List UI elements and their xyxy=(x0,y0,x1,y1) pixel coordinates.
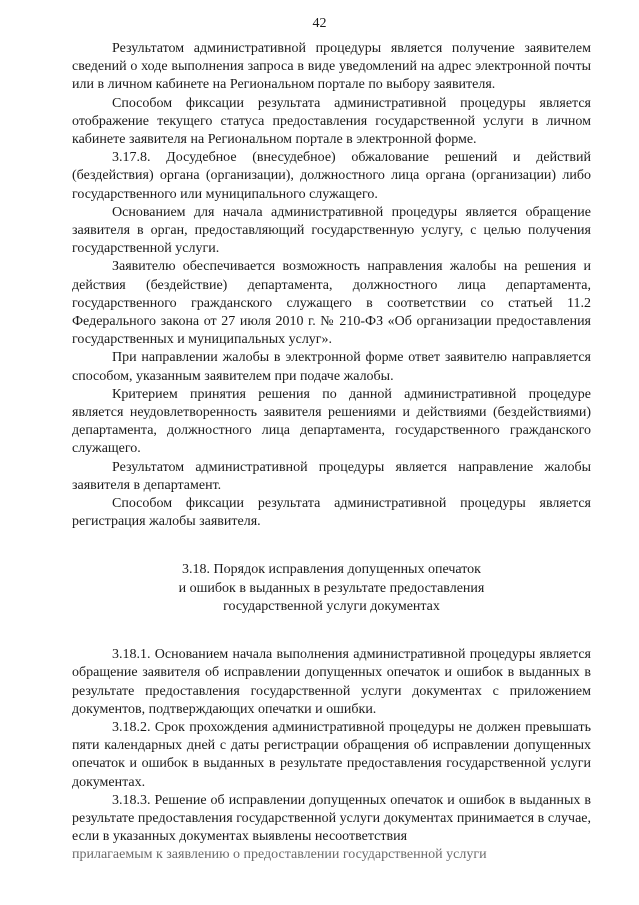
paragraph-3-18-2: 3.18.2. Срок прохождения административной процедуры не должен превышать пяти календарных дней с даты регистрации обращения об исправлении допущенных опечаток и ошибок в выданных в результате предоставления государственной услуги документах. xyxy=(72,719,591,790)
document-body xyxy=(72,40,591,865)
paragraph-complaint-fixation: Способом фиксации результата административной процедуры является регистрация жалобы заявителя. xyxy=(72,496,591,530)
paragraph-fixation-status: Способом фиксации результата административной процедуры является отображение текущего статуса предоставления государственной услуги в личном кабинете заявителя на Региональном портале в электронной форме. xyxy=(72,95,591,148)
paragraph-3-17-8: 3.17.8. Досудебное (внесудебное) обжалование решений и действий (бездействия) органа (организации), должностного лица органа (организации) либо государственного или муниципального служащего. xyxy=(72,150,591,202)
paragraph-basis-complaint: Основанием для начала административной процедуры является обращение заявителя в орган, предоставляющий государственную услугу, с целью получения государственной услуги. xyxy=(72,204,591,257)
paragraph-cutoff-line: прилагаемым к заявлению о предоставлении государственной услуги xyxy=(72,847,487,863)
paragraph-result-notification: Результатом административной процедуры является получение заявителем сведений о ходе выполнения запроса в виде уведомлений на адрес электронной почты или в личном кабинете на Региональном портале по выбору заявителя. xyxy=(72,41,591,93)
spacer xyxy=(72,531,591,549)
paragraph-3-18-1: 3.18.1. Основанием начала выполнения административной процедуры является обращение заявителя об исправлении допущенных опечаток и ошибок в выданных в результате предоставления государственной услуги документах с приложением документов, подтверждающих опечатки и ошибки. xyxy=(72,647,591,717)
paragraph-complaint-result: Результатом административной процедуры является направление жалобы заявителя в департамент. xyxy=(72,459,591,493)
section-heading-line: 3.18. Порядок исправления допущенных опечаток xyxy=(182,562,481,578)
spacer xyxy=(72,628,591,646)
paragraph-3-18-3: 3.18.3. Решение об исправлении допущенных опечаток и ошибок в выданных в результате предоставления государственной услуги документах принимается в случае, если в указанных документах выявлены несоответствия xyxy=(72,792,591,845)
paragraph-electronic-complaint: При направлении жалобы в электронной форме ответ заявителю направляется способом, указанным заявителем при подаче жалобы. xyxy=(72,350,591,384)
section-heading-line: и ошибок в выданных в результате предоставления xyxy=(178,580,485,596)
paragraph-complaint-possibility: Заявителю обеспечивается возможность направления жалобы на решения и действия (бездействие) департамента, должностного лица департамента, государственного гражданского служащего в соответствии со статьей 11.2 Федерального закона от 27 июля 2010 г. № 210-ФЗ «Об организации предоставления государственных и муниципальных услуг». xyxy=(72,259,591,348)
page-number: 42 xyxy=(312,16,327,31)
section-heading-3-18 xyxy=(72,561,591,616)
paragraph-decision-criterion: Критерием принятия решения по данной административной процедуре является неудовлетворенность заявителя решениями и действиями (бездействиями) департамента, должностного лица департамента, государственного гражданского служащего. xyxy=(72,386,591,457)
section-heading-line: государственной услуги документах xyxy=(223,598,440,614)
